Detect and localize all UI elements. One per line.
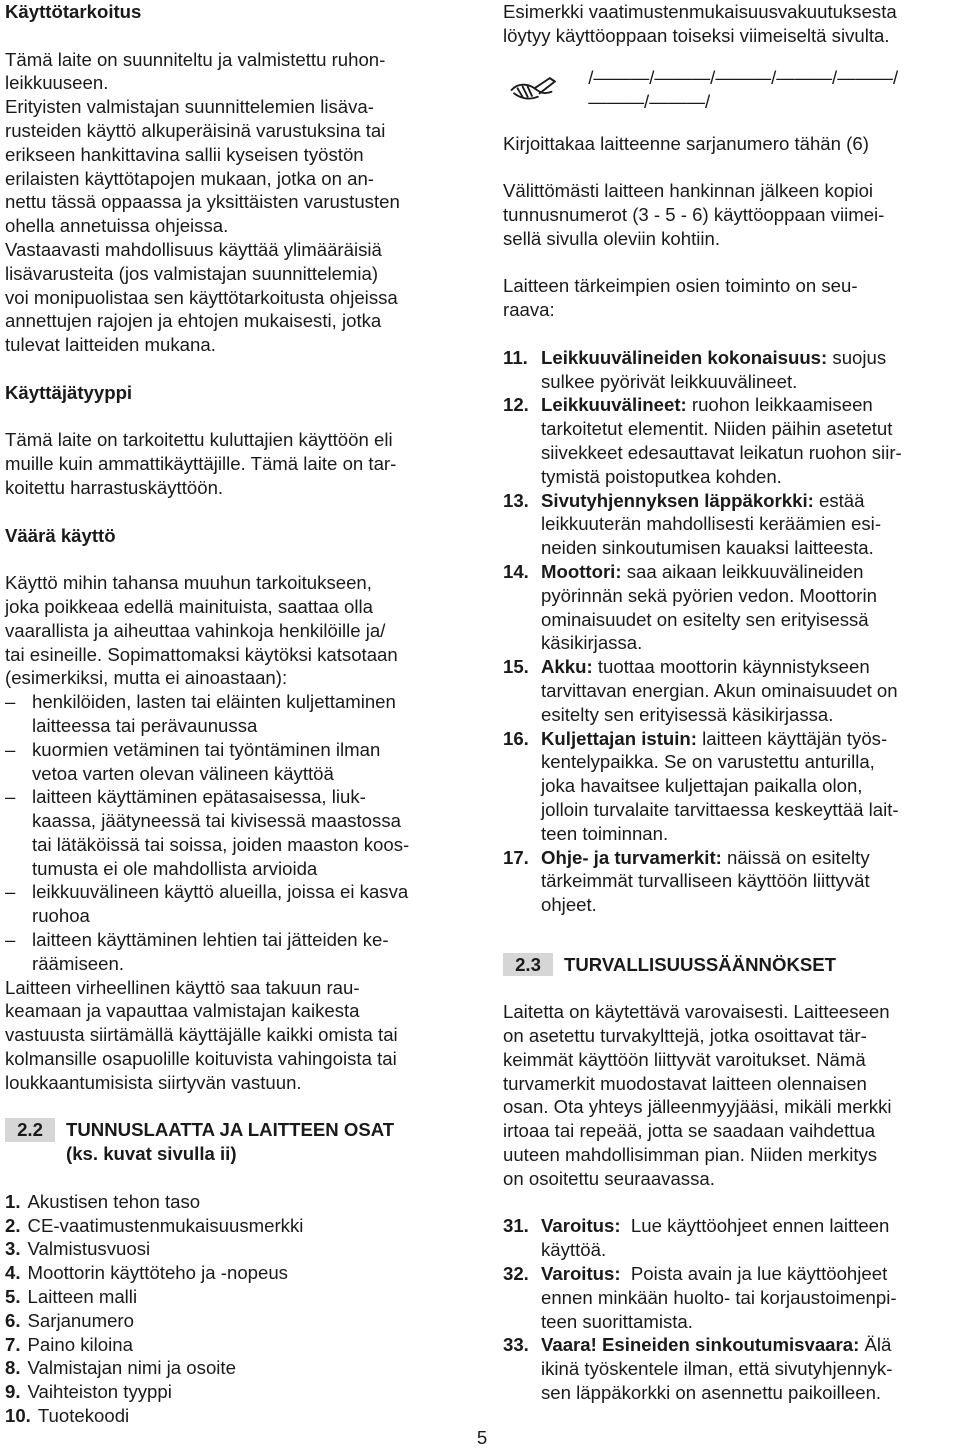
- item-text: näissä on esitelty: [727, 846, 870, 868]
- item-text: pyörinnän sekä pyörien vedon. Moottorin: [541, 584, 877, 606]
- item-text: neiden sinkoutumisen kauaksi laitteesta.: [541, 537, 874, 559]
- item-number: 14.: [503, 560, 529, 582]
- text-line: on asetettu turvakylttejä, jotka osoittavat tär-: [503, 1025, 867, 1047]
- text-line: keimmät käyttöön liittyvät varoitukset. Nämä: [503, 1048, 866, 1070]
- parts-intro-text: [503, 274, 955, 322]
- item-term: Ohje- ja turvamerkit:: [541, 846, 722, 868]
- copy-instruction-text: [503, 179, 955, 250]
- text-line: turvamerkit muodostavat laitteen olennaisen: [503, 1072, 867, 1094]
- text-line: ohella annetuissa ohjeissa.: [5, 215, 229, 237]
- item-text: siivekkeet edesauttavat leikatun ruohon siir-: [541, 441, 902, 463]
- safety-text: [503, 1000, 955, 1190]
- text-line: loukkaantumisista siirtyvän vastuun.: [5, 1071, 302, 1093]
- item-text: ominaisuudet on esitelty sen erityisessä: [541, 608, 869, 630]
- text-line: tai esineille. Sopimattomaksi käytöksi katsotaan: [5, 643, 398, 665]
- text-line: ruohoa: [32, 905, 90, 927]
- list-item: [503, 346, 955, 394]
- list-item: [503, 1214, 955, 1262]
- item-number: 8.: [5, 1357, 21, 1379]
- list-item: [5, 738, 460, 786]
- item-number: 10.: [5, 1405, 31, 1427]
- text-line: sellä sivulla oleviin kohtiin.: [503, 227, 721, 249]
- text-line: erilaisten käyttötapojen mukaan, jotka on an-: [5, 167, 374, 189]
- item-text: esitelty sen erityisessä käsikirjassa.: [541, 703, 834, 725]
- user-type-text: [5, 428, 460, 499]
- text-line: erikseen hankittavina sallii kyseisen työstön: [5, 143, 364, 165]
- text-line: Erityisten valmistajan suunnittelemien lisäva-: [5, 96, 374, 118]
- item-number: 3.: [5, 1238, 21, 1260]
- item-text: Poista avain ja lue käyttöohjeet: [630, 1263, 888, 1285]
- item-term: Varoitus:: [541, 1215, 621, 1237]
- text-line: Tämä laite on suunniteltu ja valmistettu ruhon-: [5, 48, 386, 70]
- item-text: Laitteen malli: [27, 1286, 138, 1308]
- text-line: keamaan ja vapauttaa valmistajan kaikesta: [5, 1000, 360, 1022]
- list-item: [503, 393, 955, 488]
- section-number: 2.3: [503, 953, 553, 977]
- list-item: [5, 1285, 460, 1309]
- item-number: 17.: [503, 846, 529, 868]
- text-line: Tämä laite on tarkoitettu kuluttajien käyttöön eli: [5, 429, 393, 451]
- item-number: 16.: [503, 727, 529, 749]
- text-line: muille kuin ammattikäyttäjille. Tämä laite on tar-: [5, 453, 397, 475]
- list-item: [5, 1190, 460, 1214]
- text-line: Laitetta on käytettävä varovaisesti. Laitteeseen: [503, 1001, 890, 1023]
- item-term: Leikkuuvälineiden kokonaisuus:: [541, 346, 828, 368]
- intro-text: [503, 0, 955, 48]
- item-number: 9.: [5, 1381, 21, 1403]
- section-2-3-heading: [503, 953, 955, 977]
- list-item: [5, 1380, 460, 1404]
- text-line: lisävarusteita (jos valmistajan suunnittelemia): [5, 262, 379, 284]
- text-line: Esimerkki vaatimustenmukaisuusvakuutuksesta: [503, 1, 897, 22]
- list-item: [5, 1237, 460, 1261]
- item-text: estää: [818, 489, 865, 511]
- text-line: – laitteen käyttäminen epätasaisessa, liuk-: [32, 786, 366, 808]
- text-line: Välittömästi laitteen hankinnan jälkeen kopioi: [503, 180, 874, 202]
- page-number: 5: [476, 1427, 488, 1448]
- text-line: vetoa varten olevan välineen käyttöä: [32, 762, 334, 784]
- item-text: suojus: [832, 346, 887, 368]
- text-line: (ks. kuvat sivulla ii): [66, 1143, 237, 1165]
- item-text: CE-vaatimustenmukaisuusmerkki: [27, 1214, 304, 1236]
- item-number: 32.: [503, 1263, 529, 1285]
- item-text: käsikirjassa.: [541, 632, 643, 654]
- purpose-text: [5, 48, 460, 357]
- text-line: tunnusnumerot (3 - 5 - 6) käyttöoppaan viimei-: [503, 203, 885, 225]
- text-line: Laitteen tärkeimpien osien toiminto on seu-: [503, 275, 858, 297]
- section-title: [66, 1118, 394, 1166]
- text-line: on osoitettu seuraavassa.: [503, 1167, 715, 1189]
- item-text: Vaihteiston tyyppi: [27, 1381, 172, 1403]
- serial-number-row: [503, 60, 955, 120]
- parts-list: [503, 346, 955, 917]
- item-number: 1.: [5, 1190, 21, 1212]
- item-number: 5.: [5, 1286, 21, 1308]
- list-item: [5, 928, 460, 976]
- text-line: – henkilöiden, lasten tai eläinten kuljettaminen: [32, 691, 396, 713]
- list-item: [503, 1333, 955, 1404]
- item-text: tuottaa moottorin käynnistykseen: [597, 656, 870, 678]
- text-line: osan. Ota yhteys jälleenmyyjääsi, mikäli merkki: [503, 1096, 892, 1118]
- list-item: [503, 560, 955, 655]
- list-item: [503, 1262, 955, 1333]
- text-line: Laitteen virheellinen käyttö saa takuun rau-: [5, 976, 360, 998]
- item-text: Älä: [864, 1334, 892, 1356]
- item-text: leikkuuterän mahdollisesti keräämien esi-: [541, 513, 882, 535]
- item-text: joka havaitsee kuljettajan paikalla olon,: [541, 775, 863, 797]
- list-item: [5, 690, 460, 738]
- text-line: leikkuuseen.: [5, 72, 109, 94]
- text-line: vastuusta siirtämällä käyttäjälle kaikki omista tai: [5, 1024, 398, 1046]
- item-text: Moottorin käyttöteho ja -nopeus: [27, 1262, 288, 1284]
- item-text: jolloin turvalaite tarvittaessa keskeyttää lait-: [541, 798, 899, 820]
- text-line: löytyy käyttöoppaan toiseksi viimeiseltä sivulta.: [503, 24, 890, 46]
- left-column: [5, 0, 460, 1428]
- text-line: kolmansille osapuolille koituvista vahingoista tai: [5, 1048, 397, 1070]
- item-text: kentelypaikka. Se on varustettu anturilla,: [541, 751, 875, 773]
- text-line: irtoaa tai repeää, jotta se saadaan vaihdettua: [503, 1120, 876, 1142]
- text-line: – leikkuuvälineen käyttö alueilla, joissa ei kasva: [32, 881, 409, 903]
- text-line: koitettu harrastuskäyttöön.: [5, 476, 224, 498]
- serial-instruction: Kirjoittakaa laitteenne sarjanumero tähän (6): [503, 132, 869, 154]
- item-text: sulkee pyörivät leikkuuvälineet.: [541, 370, 798, 392]
- text-line: Vastaavasti mahdollisuus käyttää ylimääräisiä: [5, 238, 382, 260]
- list-item: [5, 880, 460, 928]
- list-item: [5, 1333, 460, 1357]
- text-line: vaarallista ja aiheuttaa vahinkoja henkilöille ja/: [5, 619, 386, 641]
- text-line: nettu tässä oppaassa ja yksittäisten varustusten: [5, 191, 400, 213]
- item-text: laitteen käyttäjän työs-: [702, 727, 888, 749]
- item-text: tarkoitetut elementit. Niiden päihin asetetut: [541, 418, 893, 440]
- list-item: [5, 1214, 460, 1238]
- serial-number-placeholder: /———/———/———/———/———/———/———/: [588, 66, 899, 112]
- item-number: 11.: [503, 346, 528, 368]
- purpose-heading: Käyttötarkoitus: [5, 1, 142, 22]
- item-text: sen läppäkorkki on asennettu paikoilleen.: [541, 1382, 882, 1404]
- item-text: ohjeet.: [541, 894, 597, 916]
- item-text: Sarjanumero: [27, 1309, 134, 1331]
- list-item: [503, 489, 955, 560]
- list-item: [5, 785, 460, 880]
- misuse-closing-text: [5, 976, 460, 1095]
- list-item: [503, 727, 955, 846]
- item-number: 13.: [503, 489, 529, 511]
- list-item: [5, 1356, 460, 1380]
- item-text: ennen minkään huolto- tai korjaustoimenpi-: [541, 1286, 897, 1308]
- item-term: Kuljettajan istuin:: [541, 727, 697, 749]
- section-title: TURVALLISUUSSÄÄNNÖKSET: [564, 953, 837, 975]
- item-text: tymistä poistoputkea kohden.: [541, 465, 782, 487]
- user-type-heading: Käyttäjätyyppi: [5, 381, 133, 403]
- text-line: raava:: [503, 299, 555, 321]
- text-line: räämiseen.: [32, 952, 124, 974]
- misuse-text: [5, 571, 460, 690]
- list-item: [5, 1404, 460, 1428]
- item-text: käyttöä.: [541, 1239, 607, 1261]
- text-line: tulevat laitteiden mukana.: [5, 334, 216, 356]
- item-number: 6.: [5, 1309, 21, 1331]
- item-text: ruohon leikkaamiseen: [691, 394, 873, 416]
- item-text: teen toiminnan.: [541, 822, 669, 844]
- warnings-list: [503, 1214, 955, 1404]
- item-text: tärkeimmät turvalliseen käyttöön liittyvät: [541, 870, 870, 892]
- list-item: [503, 846, 955, 917]
- item-term: Moottori:: [541, 560, 622, 582]
- item-number: 31.: [503, 1215, 529, 1237]
- text-line: (esimerkiksi, mutta ei ainoastaan):: [5, 667, 288, 689]
- item-text: Valmistajan nimi ja osoite: [27, 1357, 236, 1379]
- item-text: tarvittavan energian. Akun ominaisuudet on: [541, 679, 898, 701]
- item-number: 15.: [503, 656, 529, 678]
- item-text: Lue käyttöohjeet ennen laitteen: [630, 1215, 890, 1237]
- section-number: 2.2: [5, 1118, 55, 1142]
- item-term: Vaara! Esineiden sinkoutumisvaara:: [541, 1334, 860, 1356]
- plate-items-list: [5, 1190, 460, 1428]
- text-line: joka poikkeaa edellä mainituista, saattaa olla: [5, 595, 373, 617]
- item-number: 7.: [5, 1333, 21, 1355]
- text-line: tumusta ei ole mahdollista arvioida: [32, 857, 318, 879]
- item-text: Valmistusvuosi: [27, 1238, 151, 1260]
- item-text: Paino kiloina: [27, 1333, 133, 1355]
- text-line: TUNNUSLAATTA JA LAITTEEN OSAT: [66, 1119, 395, 1141]
- item-term: Leikkuuvälineet:: [541, 394, 687, 416]
- item-term: Sivutyhjennyksen läppäkorkki:: [541, 489, 814, 511]
- text-line: kaassa, jäätyneessä tai kivisessä maastossa: [32, 810, 401, 832]
- item-text: saa aikaan leikkuuvälineiden: [626, 560, 864, 582]
- item-text: teen suorittamista.: [541, 1310, 693, 1332]
- misuse-heading: Väärä käyttö: [5, 524, 116, 546]
- item-number: 2.: [5, 1214, 21, 1236]
- item-number: 33.: [503, 1334, 529, 1356]
- right-column: [503, 0, 955, 1405]
- item-number: 4.: [5, 1262, 21, 1284]
- text-line: rusteiden käyttö alkuperäisinä varustuksina tai: [5, 119, 386, 141]
- text-line: uuteen mahdollisimman pian. Niiden merkitys: [503, 1144, 878, 1166]
- text-line: – laitteen käyttäminen lehtien tai jätteiden ke-: [32, 929, 389, 951]
- list-item: [5, 1309, 460, 1333]
- item-term: Akku:: [541, 656, 593, 678]
- item-number: 12.: [503, 394, 529, 416]
- list-item: [5, 1261, 460, 1285]
- item-text: ikinä työskentele ilman, että sivutyhjennyk-: [541, 1358, 893, 1380]
- list-item: [503, 655, 955, 726]
- item-text: Akustisen tehon taso: [27, 1190, 201, 1212]
- section-2-2-heading: [5, 1118, 460, 1166]
- text-line: – kuormien vetäminen tai työntäminen ilman: [32, 738, 381, 760]
- text-line: voi monipuolistaa sen käyttötarkoitusta ohjeissa: [5, 286, 398, 308]
- text-line: Käyttö mihin tahansa muuhun tarkoitukseen,: [5, 572, 372, 594]
- misuse-list: [5, 690, 460, 976]
- text-line: tai lätäköissä tai soissa, joiden maaston koos-: [32, 833, 410, 855]
- item-text: Tuotekoodi: [37, 1405, 130, 1427]
- text-line: laitteessa tai perävaunussa: [32, 714, 258, 736]
- writing-hand-icon: [509, 70, 558, 110]
- text-line: annettujen rajojen ja ehtojen mukaisesti, jotka: [5, 310, 382, 332]
- item-term: Varoitus:: [541, 1263, 621, 1285]
